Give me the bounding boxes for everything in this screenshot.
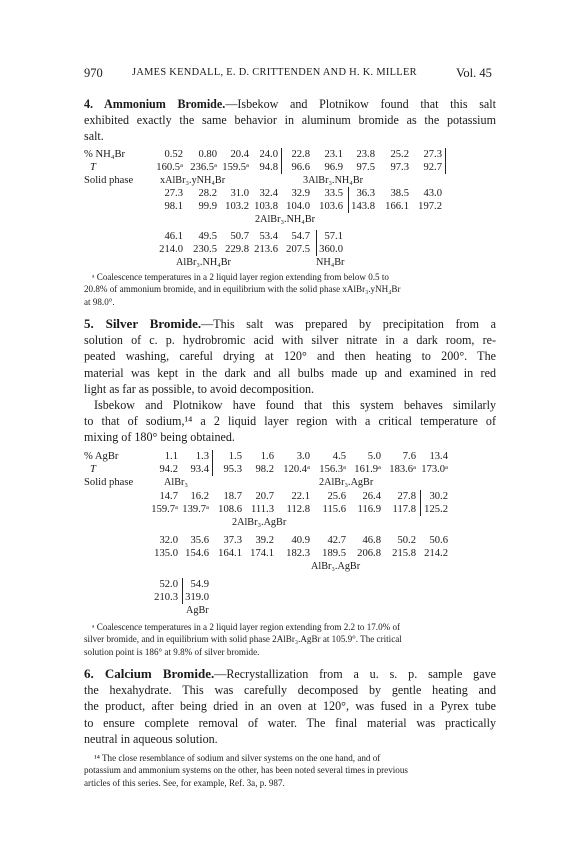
table-cell: 20.7 (255, 491, 274, 502)
paragraph-line: to that of sodium,¹⁴ a 2 liquid layer region with a critical temperature of (84, 414, 496, 429)
row-label-percent: % NH₄Br (84, 149, 126, 160)
paragraph-line: —This salt was prepared by precipitation from a (201, 317, 496, 331)
table-cell: 39.2 (255, 535, 274, 546)
table-cell: 96.6 (291, 162, 310, 173)
table-cell: 54.9 (190, 579, 209, 590)
solid-phase-label: 2AlBr₃.AgBr (319, 477, 374, 488)
table-cell: 14.7 (159, 491, 178, 502)
table-cell: 116.9 (357, 504, 381, 515)
table-divider (316, 230, 317, 256)
section-5-heading: 5. Silver Bromide. (84, 316, 202, 331)
table-cell: 46.8 (362, 535, 381, 546)
table-cell: 26.4 (362, 491, 381, 502)
table-cell: 16.2 (190, 491, 209, 502)
table-row (84, 463, 496, 476)
table-cell: 135.0 (154, 548, 178, 559)
table-cell: 23.8 (356, 149, 375, 160)
table-cell: 174.1 (250, 548, 274, 559)
table-cell: 4.5 (332, 451, 346, 462)
table-cell: 27.3 (423, 149, 442, 160)
table-cell: 197.2 (418, 201, 442, 212)
table-cell: 30.2 (429, 491, 448, 502)
table-footnote: ᵃ Coalescence temperatures in a 2 liquid layer region extending from below 0.5 to 20.8% of ammonium bromide, and in equilibrium with the solid phase xAlBr₃.yNH₄Br at 98.0°. (84, 272, 401, 307)
table-cell: 25.6 (327, 491, 346, 502)
table-cell: 57.1 (324, 231, 343, 242)
paragraph-line: mixing of 180° being obtained. (84, 430, 235, 445)
table-cell: 112.8 (286, 504, 310, 515)
table-cell: 103.2 (225, 201, 249, 212)
running-header-authors: JAMES KENDALL, E. D. CRITTENDEN AND H. K. MILLER (132, 67, 417, 78)
table-cell: 18.7 (223, 491, 242, 502)
table-cell: 154.6 (185, 548, 209, 559)
paragraph-line: light as far as possible, to avoid decomposition. (84, 381, 315, 396)
paragraph-line: —Recrystallization from a u. s. p. sample gave (214, 667, 496, 681)
table-cell: 49.5 (198, 231, 217, 242)
table-cell: 164.1 (218, 548, 242, 559)
table-cell: 98.2 (255, 464, 274, 475)
table-cell: 27.3 (164, 188, 183, 199)
row-label-temperature: T (90, 162, 96, 173)
paragraph-line: exhibited exactly the same behavior in aluminum bromide as the potassium (84, 113, 496, 128)
table-cell: 156.3ᵃ (319, 464, 346, 475)
table-divider (348, 187, 349, 213)
table-cell: 125.2 (424, 504, 448, 515)
table-row (84, 243, 496, 256)
solid-phase-label: AgBr (186, 605, 209, 616)
table-cell: 22.8 (291, 149, 310, 160)
solid-phase-label: AlBr₃.NH₄Br (176, 257, 231, 268)
table-cell: 46.1 (164, 231, 183, 242)
table-cell: 229.8 (225, 244, 249, 255)
table-row (84, 578, 496, 591)
table-cell: 103.8 (254, 201, 278, 212)
table-footnote: ᵃ Coalescence temperatures in a 2 liquid layer region extending from 2.2 to 17.0% of silver bromide, and in equilibrium with solid phase 2AlBr₃.AgBr at 105.9°. The critical solution point is 186° at 9.8% of silver bromide. (84, 622, 402, 657)
table-row (84, 148, 496, 161)
section-4-paragraph (84, 96, 496, 145)
table-cell: 3.0 (296, 451, 310, 462)
table-cell: 33.5 (324, 188, 343, 199)
table-row (84, 591, 496, 604)
table-row (84, 503, 496, 516)
table-divider (182, 578, 183, 604)
footnote-14: ¹⁴ The close resemblance of sodium and silver systems on the one hand, and of potassium and ammonium systems on the other, has been noted several times in previous articles of this series. See, for example, Ref. 3a, p. 987. (84, 753, 408, 788)
table-cell: 36.3 (356, 188, 375, 199)
table-cell: 37.3 (223, 535, 242, 546)
section-4-heading: 4. Ammonium Bromide. (84, 97, 226, 111)
paragraph-line: solution of c. p. hydrobromic acid with silver nitrate in a dark room, re- (84, 333, 496, 348)
table-row (84, 161, 496, 174)
table-row (84, 187, 496, 200)
table-cell: 38.5 (390, 188, 409, 199)
table-cell: 1.5 (228, 451, 242, 462)
table-cell: 98.1 (164, 201, 183, 212)
table-cell: 94.2 (159, 464, 178, 475)
section-6-paragraph (84, 666, 496, 747)
page-number: 970 (84, 66, 103, 80)
paragraph-line: the product, after being dried in an oven at 120°, was fused in a Pyrex tube (84, 699, 496, 714)
table-cell: 213.6 (254, 244, 278, 255)
table-row (84, 200, 496, 213)
solid-phase-label: AlBr₃.AgBr (311, 561, 361, 572)
table-cell: 236.5ᵃ (190, 162, 217, 173)
table-cell: 7.6 (402, 451, 416, 462)
table-cell: 1.3 (195, 451, 209, 462)
ammonium-bromide-table (84, 148, 496, 268)
table-row (84, 547, 496, 560)
table-cell: 32.4 (259, 188, 278, 199)
table-cell: 97.3 (390, 162, 409, 173)
table-cell: 319.0 (185, 592, 209, 603)
table-cell: 183.6ᵃ (389, 464, 416, 475)
table-cell: 207.5 (286, 244, 310, 255)
table-row (84, 534, 496, 547)
table-cell: 43.0 (423, 188, 442, 199)
table-cell: 360.0 (319, 244, 343, 255)
row-label-percent: % AgBr (84, 451, 119, 462)
table-cell: 166.1 (385, 201, 409, 212)
table-cell: 53.4 (259, 231, 278, 242)
table-cell: 13.4 (429, 451, 448, 462)
volume-label: Vol. 45 (456, 66, 492, 80)
row-label-temperature: T (90, 464, 96, 475)
table-cell: 24.0 (259, 149, 278, 160)
section-5-paragraph (84, 316, 496, 446)
table-divider (281, 148, 282, 174)
table-cell: 22.1 (291, 491, 310, 502)
table-cell: 103.6 (319, 201, 343, 212)
table-cell: 104.0 (286, 201, 310, 212)
table-cell: 161.9ᵃ (354, 464, 381, 475)
table-row (84, 490, 496, 503)
solid-phase-label: AlBr₃ (164, 477, 188, 488)
table-cell: 159.7ᵃ (151, 504, 178, 515)
table-cell: 93.4 (190, 464, 209, 475)
table-cell: 1.1 (164, 451, 178, 462)
table-cell: 5.0 (367, 451, 381, 462)
table-cell: 96.9 (324, 162, 343, 173)
table-cell: 92.7 (423, 162, 442, 173)
table-divider (445, 148, 446, 174)
solid-phase-label: 3AlBr₃.NH₄Br (303, 175, 364, 186)
table-cell: 50.6 (429, 535, 448, 546)
table-cell: 27.8 (397, 491, 416, 502)
paragraph-line: the hexahydrate. This was carefully decomposed by gentle heating and (84, 683, 496, 698)
table-cell: 95.3 (223, 464, 242, 475)
table-cell: 54.7 (291, 231, 310, 242)
paragraph-line: —Isbekow and Plotnikow found that this salt (225, 97, 496, 111)
row-label-solid-phase: Solid phase (84, 175, 134, 186)
table-cell: 20.4 (230, 149, 249, 160)
table-cell: 32.0 (159, 535, 178, 546)
table-cell: 111.3 (250, 504, 274, 515)
table-cell: 214.0 (159, 244, 183, 255)
table-row (84, 230, 496, 243)
table-cell: 173.0ᵃ (421, 464, 448, 475)
table-cell: 0.80 (198, 149, 217, 160)
table-cell: 32.9 (291, 188, 310, 199)
paragraph-line: peated washing, careful drying at 120° and then heating to 200°. The (84, 349, 496, 364)
table-cell: 210.3 (154, 592, 178, 603)
table-cell: 31.0 (230, 188, 249, 199)
table-cell: 108.6 (218, 504, 242, 515)
row-label-solid-phase: Solid phase (84, 477, 134, 488)
table-cell: 139.7ᵃ (182, 504, 209, 515)
silver-bromide-table (84, 450, 496, 616)
solid-phase-label: xAlBr₃.yNH₄Br (160, 175, 226, 186)
table-cell: 115.6 (322, 504, 346, 515)
table-cell: 35.6 (190, 535, 209, 546)
table-row (84, 450, 496, 463)
solid-phase-label: 2AlBr₃.NH₄Br (255, 214, 316, 225)
table-cell: 214.2 (424, 548, 448, 559)
table-cell: 117.8 (392, 504, 416, 515)
table-cell: 0.52 (164, 149, 183, 160)
table-cell: 97.5 (356, 162, 375, 173)
table-cell: 28.2 (198, 188, 217, 199)
table-cell: 25.2 (390, 149, 409, 160)
table-cell: 52.0 (159, 579, 178, 590)
table-divider (212, 450, 213, 476)
solid-phase-label: NH₄Br (316, 257, 345, 268)
solid-phase-label: 2AlBr₃.AgBr (232, 517, 287, 528)
table-cell: 215.8 (392, 548, 416, 559)
table-cell: 50.2 (397, 535, 416, 546)
table-cell: 189.5 (322, 548, 346, 559)
table-cell: 1.6 (260, 451, 274, 462)
paragraph-line: salt. (84, 129, 104, 144)
table-cell: 143.8 (351, 201, 375, 212)
table-cell: 182.3 (286, 548, 310, 559)
table-cell: 40.9 (291, 535, 310, 546)
table-cell: 94.8 (259, 162, 278, 173)
table-cell: 120.4ᵃ (283, 464, 310, 475)
table-cell: 99.9 (198, 201, 217, 212)
paragraph-line: to ensure complete removal of water. The final material was practically (84, 715, 496, 730)
table-cell: 23.1 (324, 149, 343, 160)
paragraph-line: Isbekow and Plotnikow have found that this system behaves similarly (94, 398, 496, 413)
table-cell: 159.5ᵃ (222, 162, 249, 173)
table-cell: 160.5ᵃ (156, 162, 183, 173)
paragraph-line: material was kept in the dark and all bulbs made up and examined in red (84, 365, 496, 380)
table-cell: 42.7 (327, 535, 346, 546)
table-divider (420, 490, 421, 516)
table-cell: 50.7 (230, 231, 249, 242)
paragraph-line: neutral in aqueous solution. (84, 731, 218, 746)
section-6-heading: 6. Calcium Bromide. (84, 666, 215, 681)
table-cell: 230.5 (193, 244, 217, 255)
table-cell: 206.8 (357, 548, 381, 559)
